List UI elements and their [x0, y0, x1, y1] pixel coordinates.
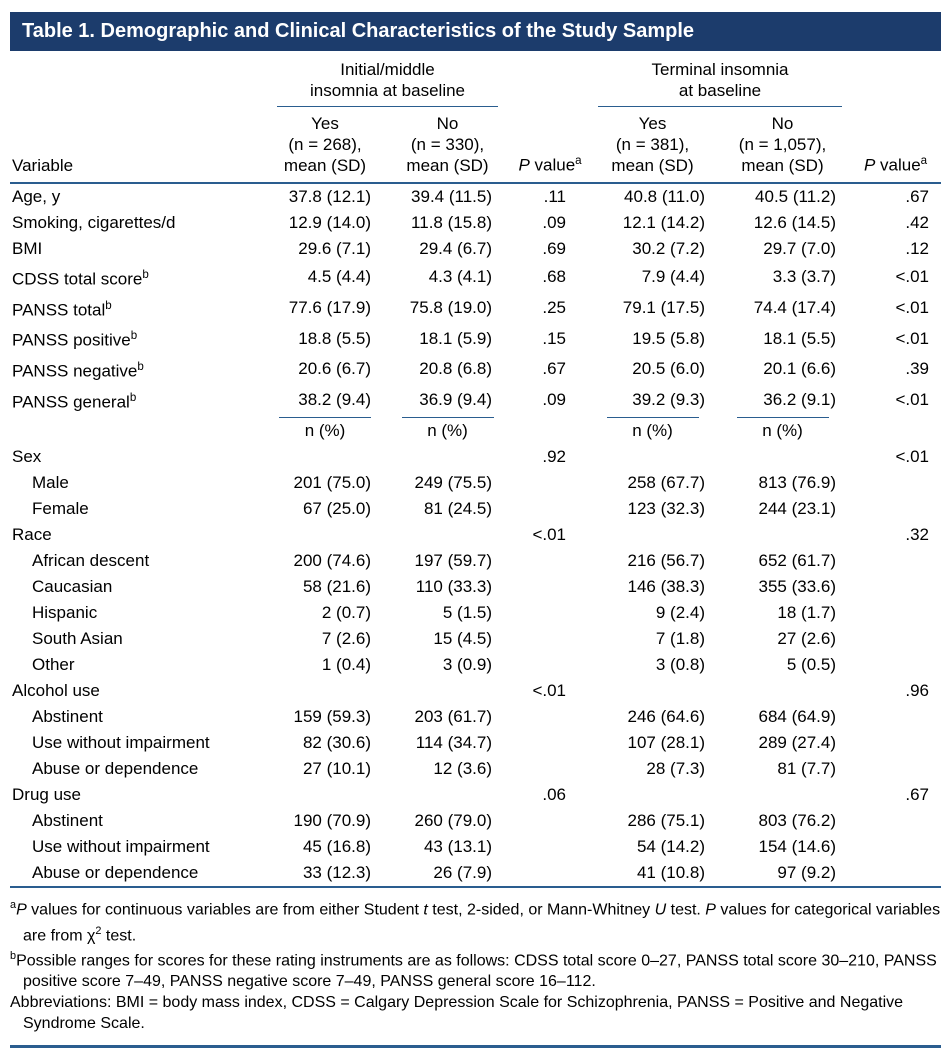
value-cell: 4.3 (4.1)	[428, 267, 493, 287]
p-value-cell	[850, 860, 941, 887]
header-line: mean (SD)	[741, 156, 824, 175]
value-cell: 36.2 (9.1)	[763, 389, 837, 409]
row-label: PANSS total$^b$	[12, 299, 112, 320]
value-cell: 5 (1.5)	[442, 603, 493, 623]
group-header-row	[10, 51, 941, 107]
group-header-line: insomnia at baseline	[310, 81, 465, 100]
value-cell: 27 (2.6)	[777, 629, 837, 649]
p-value-cell	[510, 860, 590, 887]
table-row	[10, 293, 941, 324]
table-row	[10, 385, 941, 416]
p-value-cell	[510, 704, 590, 730]
group-header-terminal	[590, 51, 850, 107]
p-value-cell: .67	[542, 359, 567, 379]
row-label: Use without impairment	[32, 837, 210, 857]
n-percent-label: n (%)	[385, 415, 510, 444]
value-cell: 12 (3.6)	[433, 759, 493, 779]
header-line: (n = 330),	[410, 135, 485, 154]
table-row	[10, 626, 941, 652]
group-header-initial-middle	[265, 51, 510, 107]
value-cell: 200 (74.6)	[293, 551, 371, 571]
value-cell: 9 (2.4)	[655, 603, 706, 623]
value-cell: 1 (0.4)	[321, 655, 371, 675]
value-cell: 33 (12.3)	[265, 860, 385, 887]
value-cell: 77.6 (17.9)	[288, 297, 371, 317]
table-row	[10, 183, 941, 210]
value-cell: 12.6 (14.5)	[753, 213, 837, 232]
p-value-cell	[850, 834, 941, 860]
value-cell: 3.3 (3.7)	[772, 267, 837, 287]
table-row	[10, 860, 941, 887]
p-value-cell: .92	[542, 447, 567, 467]
row-label: PANSS negative$^b$	[12, 360, 144, 381]
value-cell: 258 (67.7)	[627, 473, 706, 493]
table-row	[10, 444, 941, 470]
value-cell: 97 (9.2)	[715, 860, 850, 887]
p-value-cell: .67	[905, 785, 930, 805]
p-value-cell	[850, 704, 941, 730]
p-value-cell: <.01	[895, 447, 930, 467]
p-value-cell: .69	[542, 239, 567, 258]
demographics-table	[10, 51, 941, 888]
value-cell: 29.6 (7.1)	[298, 239, 371, 258]
value-cell: 7.9 (4.4)	[641, 267, 706, 287]
table-row	[10, 210, 941, 236]
p-value-cell	[510, 808, 590, 834]
row-label: Race	[12, 525, 52, 545]
table-row	[10, 652, 941, 678]
p-value-cell	[850, 756, 941, 782]
row-label: Abstinent	[32, 707, 103, 727]
table-row	[10, 522, 941, 548]
p-rest: value	[875, 156, 921, 175]
value-cell: 201 (75.0)	[293, 473, 371, 493]
value-cell: 11.8 (15.8)	[411, 213, 493, 232]
value-cell: 67 (25.0)	[302, 499, 371, 519]
row-label: Abuse or dependence	[10, 860, 265, 887]
value-cell: 249 (75.5)	[414, 473, 493, 493]
value-cell: 45 (16.8)	[302, 837, 371, 857]
p-value-cell	[510, 756, 590, 782]
value-cell: 107 (28.1)	[627, 733, 706, 753]
value-cell: 355 (33.6)	[758, 577, 837, 597]
p-value-cell: .32	[905, 525, 930, 545]
value-cell: 5 (0.5)	[786, 655, 837, 675]
p-value-cell	[510, 730, 590, 756]
value-cell: 39.2 (9.3)	[632, 389, 706, 409]
group-header-underline	[277, 51, 498, 107]
row-label: Sex	[12, 447, 42, 467]
table-row	[10, 704, 941, 730]
header-line: mean (SD)	[283, 156, 367, 175]
header-line: (n = 1,057),	[738, 135, 827, 154]
header-line: (n = 268),	[288, 135, 362, 154]
row-label: Hispanic	[32, 603, 98, 623]
p-value-cell: .09	[542, 213, 567, 232]
p-value-cell	[510, 626, 590, 652]
value-cell: 12.9 (14.0)	[288, 213, 371, 232]
value-cell: 19.5 (5.8)	[632, 328, 706, 348]
table-row	[10, 808, 941, 834]
col-header-yes-initial	[265, 107, 385, 183]
row-label: Abuse or dependence	[32, 759, 199, 779]
p-value-cell	[850, 730, 941, 756]
p-value-cell	[850, 574, 941, 600]
value-cell: 79.1 (17.5)	[622, 297, 706, 317]
value-cell: 75.8 (19.0)	[409, 297, 493, 317]
value-cell: 36.9 (9.4)	[419, 389, 493, 409]
n-percent-header-row	[10, 415, 941, 444]
value-cell	[385, 678, 510, 704]
table-row	[10, 600, 941, 626]
p-value-cell	[510, 548, 590, 574]
p-value-cell	[850, 496, 941, 522]
p-value-cell	[850, 652, 941, 678]
value-cell: 74.4 (17.4)	[753, 297, 837, 317]
p-value-cell	[510, 470, 590, 496]
value-cell: 146 (38.3)	[627, 577, 706, 597]
table-row	[10, 834, 941, 860]
header-line: Yes	[638, 114, 667, 133]
table-row	[10, 756, 941, 782]
p-value-cell: .67	[905, 187, 930, 206]
p-value-cell: .12	[905, 239, 930, 258]
row-label: PANSS positive$^b$	[12, 330, 138, 350]
value-cell: 29.7 (7.0)	[763, 239, 837, 258]
p-value-cell: <.01	[895, 297, 930, 317]
value-cell: 203 (61.7)	[414, 707, 493, 727]
value-cell: 18 (1.7)	[777, 603, 837, 623]
value-cell: 7 (2.6)	[321, 629, 371, 649]
row-label: Male	[32, 473, 69, 493]
header-line: No	[436, 114, 459, 133]
value-cell: 2 (0.7)	[321, 603, 371, 623]
p-superscript: a	[920, 155, 928, 168]
header-line: (n = 381),	[615, 135, 690, 154]
p-superscript: a	[575, 155, 582, 168]
p-value-cell	[850, 626, 941, 652]
table-row	[10, 262, 941, 293]
value-cell	[715, 678, 850, 704]
header-line: No	[771, 114, 794, 133]
table-row	[10, 548, 941, 574]
p-value-cell: <.01	[895, 389, 930, 409]
row-label: Drug use	[12, 785, 81, 805]
row-label: Female	[32, 499, 89, 519]
value-cell	[265, 444, 385, 470]
header-line: mean (SD)	[406, 156, 489, 175]
row-label: Abstinent	[32, 811, 103, 831]
value-cell	[590, 782, 715, 808]
value-cell: 159 (59.3)	[293, 707, 371, 727]
p-value-cell: .96	[905, 681, 930, 701]
value-cell: 18.1 (5.9)	[419, 328, 493, 348]
row-label: South Asian	[32, 629, 123, 649]
n-percent-label: n (%)	[590, 415, 715, 444]
value-cell: 37.8 (12.1)	[288, 187, 371, 206]
p-italic: P	[518, 156, 530, 175]
value-cell: 12.1 (14.2)	[622, 213, 706, 232]
value-cell: 3 (0.8)	[655, 655, 706, 675]
col-header-no-initial	[385, 107, 510, 183]
n-percent-label: n (%)	[265, 415, 385, 444]
value-cell: 15 (4.5)	[433, 629, 493, 649]
row-label: Use without impairment	[32, 733, 210, 753]
table-row	[10, 574, 941, 600]
p-value-cell: .15	[542, 328, 567, 348]
value-cell: 41 (10.8)	[590, 860, 715, 887]
p-value-cell	[510, 574, 590, 600]
value-cell	[385, 444, 510, 470]
value-cell: 4.5 (4.4)	[307, 267, 371, 287]
table-row	[10, 678, 941, 704]
value-cell: 26 (7.9)	[385, 860, 510, 887]
p-value-header-terminal	[850, 107, 941, 183]
value-cell: 18.1 (5.5)	[763, 328, 837, 348]
value-cell	[590, 522, 715, 548]
value-cell: 82 (30.6)	[302, 733, 371, 753]
n-percent-label: n (%)	[715, 415, 850, 444]
value-cell: 30.2 (7.2)	[632, 239, 706, 258]
value-cell: 216 (56.7)	[627, 551, 706, 571]
value-cell	[715, 782, 850, 808]
value-cell: 27 (10.1)	[302, 759, 371, 779]
value-cell	[715, 444, 850, 470]
p-value-cell: <.01	[532, 681, 567, 701]
value-cell: 803 (76.2)	[758, 811, 837, 831]
spacer-cell	[510, 51, 590, 107]
value-cell: 190 (70.9)	[293, 811, 371, 831]
group-header-line: Terminal insomnia	[651, 60, 789, 79]
p-value-cell: .06	[542, 785, 567, 805]
value-cell: 58 (21.6)	[302, 577, 371, 597]
variable-header: Variable	[10, 107, 265, 183]
value-cell	[385, 522, 510, 548]
p-value-cell: .39	[905, 359, 930, 379]
col-header-no-terminal	[715, 107, 850, 183]
value-cell: 54 (14.2)	[636, 837, 706, 857]
table-body	[10, 183, 941, 887]
table-row	[10, 470, 941, 496]
value-cell	[265, 678, 385, 704]
footnote: $^b$Possible ranges for scores for these rating instruments are as follows: CDSS total score 0–27, PANSS total score 30–210, PANSS positive score 7–49, PANSS negative score 7–49, PANSS general score 16–112.	[10, 949, 937, 991]
group-header-line: at baseline	[678, 81, 762, 100]
value-cell: 43 (13.1)	[423, 837, 493, 857]
value-cell: 81 (24.5)	[423, 499, 493, 519]
p-value-cell	[510, 834, 590, 860]
value-cell: 29.4 (6.7)	[419, 239, 493, 258]
p-value-cell	[850, 548, 941, 574]
group-header-underline	[598, 51, 842, 107]
p-value-cell: <.01	[895, 267, 930, 287]
row-label: BMI	[12, 239, 43, 258]
col-header-yes-terminal	[590, 107, 715, 183]
value-cell	[715, 522, 850, 548]
value-cell: 197 (59.7)	[414, 551, 493, 571]
n-percent-label	[510, 415, 590, 444]
row-label: Smoking, cigarettes/d	[12, 213, 176, 232]
p-value-cell	[510, 600, 590, 626]
value-cell: 39.4 (11.5)	[411, 187, 493, 206]
value-cell: 110 (33.3)	[415, 577, 493, 597]
value-cell: 286 (75.1)	[627, 811, 706, 831]
header-line: Yes	[311, 114, 339, 133]
value-cell	[265, 782, 385, 808]
p-value-cell	[850, 808, 941, 834]
p-italic: P	[863, 156, 876, 175]
value-cell: 289 (27.4)	[758, 733, 837, 753]
value-cell: 20.5 (6.0)	[632, 359, 706, 379]
p-value-cell: <.01	[895, 328, 930, 348]
value-cell: 246 (64.6)	[627, 707, 706, 727]
footnote: $^a$P values for continuous variables are from either Student t test, 2-sided, or Mann-Whitney U test. P values for categorical variables are from $\chi^2$ test.	[10, 899, 941, 944]
p-value-cell	[850, 470, 941, 496]
spacer-cell	[10, 51, 265, 107]
row-label: CDSS total score$^b$	[12, 269, 149, 289]
value-cell: 3 (0.9)	[442, 655, 493, 675]
row-label: Alcohol use	[12, 681, 100, 701]
table-row	[10, 782, 941, 808]
p-value-cell	[850, 600, 941, 626]
value-cell: 40.5 (11.2)	[755, 187, 837, 206]
value-cell: 20.6 (6.7)	[298, 359, 371, 379]
value-cell	[590, 444, 715, 470]
n-percent-label	[850, 415, 941, 444]
value-cell: 684 (64.9)	[758, 707, 837, 727]
value-cell: 123 (32.3)	[627, 499, 706, 519]
p-value-cell: .42	[905, 213, 930, 232]
row-label: Other	[32, 655, 75, 675]
value-cell: 81 (7.7)	[777, 759, 837, 779]
footnote: Abbreviations: BMI = body mass index, CDSS = Calgary Depression Scale for Schizophrenia, PANSS = Positive and Negative Syndrome Scale.	[10, 994, 904, 1033]
value-cell: 18.8 (5.5)	[298, 328, 371, 348]
p-value-cell: .68	[542, 267, 567, 287]
value-cell: 20.8 (6.8)	[419, 359, 493, 379]
value-cell: 244 (23.1)	[758, 499, 837, 519]
value-cell: 40.8 (11.0)	[624, 187, 706, 206]
row-label: African descent	[32, 551, 150, 571]
p-rest: value	[529, 156, 576, 175]
row-label: Caucasian	[32, 577, 113, 597]
table-row	[10, 354, 941, 385]
p-value-cell: .25	[542, 297, 567, 317]
value-cell	[265, 522, 385, 548]
column-header-row	[10, 107, 941, 183]
value-cell: 154 (14.6)	[758, 837, 837, 857]
footnotes	[10, 888, 941, 1040]
row-label: PANSS general$^b$	[12, 391, 137, 412]
p-value-cell: .09	[542, 389, 567, 409]
group-header-line: Initial/middle	[340, 60, 435, 79]
value-cell	[385, 782, 510, 808]
value-cell	[590, 678, 715, 704]
value-cell: 20.1 (6.6)	[763, 359, 837, 379]
value-cell: 260 (79.0)	[414, 811, 493, 831]
value-cell: 652 (61.7)	[758, 551, 837, 571]
p-value-cell: .11	[543, 187, 567, 206]
value-cell: 114 (34.7)	[415, 733, 493, 753]
p-value-header-initial	[510, 107, 590, 183]
row-label	[10, 415, 265, 444]
value-cell: 7 (1.8)	[655, 629, 706, 649]
p-value-cell: <.01	[532, 525, 567, 545]
table-row	[10, 236, 941, 262]
table-row	[10, 323, 941, 354]
table-row	[10, 730, 941, 756]
table-row	[10, 496, 941, 522]
value-cell: 813 (76.9)	[758, 473, 837, 493]
value-cell: 28 (7.3)	[646, 759, 706, 779]
spacer-cell	[850, 51, 941, 107]
value-cell: 38.2 (9.4)	[298, 389, 371, 409]
table-title: Table 1. Demographic and Clinical Characteristics of the Study Sample	[10, 12, 941, 51]
p-value-cell	[510, 652, 590, 678]
row-label: Age, y	[12, 187, 61, 206]
p-value-cell	[510, 496, 590, 522]
header-line: mean (SD)	[611, 156, 694, 175]
